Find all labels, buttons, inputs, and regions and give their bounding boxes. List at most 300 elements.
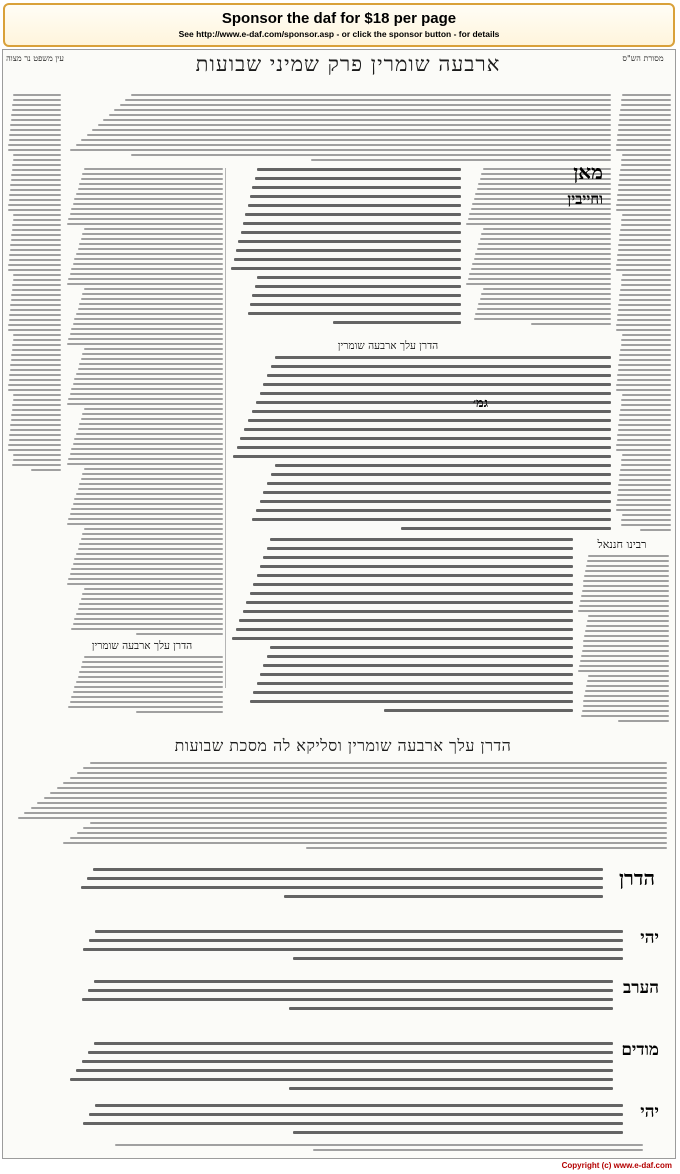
hadran-masechta-title: הדרן עלך ארבעה שומרין וסליקא לה מסכת שבועות [174,736,512,755]
text-line [621,524,671,526]
text-line [8,144,61,146]
text-line [313,1149,643,1151]
text-line [11,354,61,356]
text-line [76,493,223,495]
text-line [94,1042,613,1045]
text-line [12,169,61,171]
text-line [13,154,61,156]
text-line [618,124,671,126]
text-line [82,593,223,595]
text-line [12,349,61,351]
text-line [585,570,669,572]
text-line [131,154,611,156]
text-line [74,686,223,688]
haarev-word: הערב [623,978,659,998]
text-line [580,660,669,662]
text-line [84,588,223,590]
talmud-page [2,49,676,1159]
text-line [243,222,461,225]
text-line [8,444,61,446]
text-line [13,99,61,101]
text-line [12,224,61,226]
text-line [94,980,613,983]
text-line [384,709,573,712]
text-line [10,304,61,306]
text-line [617,494,671,496]
text-line [483,288,611,290]
text-line [620,169,671,171]
text-line [617,434,671,436]
text-line [78,608,223,610]
text-line [73,623,223,625]
text-line [8,264,61,266]
text-line [246,601,573,604]
final-prayer [23,1104,623,1140]
text-line [70,393,223,395]
text-line [81,298,223,300]
text-line [10,429,61,431]
text-line [250,700,573,703]
mishnah-opening-word: מאן [573,160,603,184]
text-line [621,519,671,521]
text-line [71,568,223,570]
text-line [231,267,461,270]
text-line [253,691,573,694]
text-line [79,483,223,485]
text-line [12,289,61,291]
text-line [255,285,461,288]
text-line [11,299,61,301]
text-line [275,356,611,359]
text-line [136,711,223,713]
text-line [239,619,573,622]
text-line [257,168,461,171]
rabbenu-chananel-text [577,555,669,725]
text-line [583,645,669,647]
text-line [584,695,669,697]
text-line [10,184,61,186]
text-line [73,383,223,385]
hadran-word: הדרן [618,866,655,890]
right-margin-notes [615,94,671,534]
text-line [618,429,671,431]
text-line [586,685,669,687]
text-line [67,223,223,225]
text-line [622,274,671,276]
text-line [73,691,223,693]
text-line [76,313,223,315]
text-line [619,239,671,241]
text-line [63,842,667,844]
yehi2-word: יהי [640,1102,659,1122]
text-line [11,119,61,121]
text-line [50,792,667,794]
text-line [468,218,611,220]
text-line [109,114,611,116]
text-line [68,218,223,220]
text-line [9,314,61,316]
text-line [9,139,61,141]
text-line [8,149,61,151]
text-line [293,1131,623,1134]
text-line [618,249,671,251]
text-line [82,173,223,175]
text-line [243,610,573,613]
text-line [616,324,671,326]
text-line [11,294,61,296]
text-line [252,186,461,189]
text-line [68,398,223,400]
text-line [640,529,671,531]
text-line [617,499,671,501]
mesoret-hashas-label: מסורת הש"ס [622,54,664,63]
text-line [9,379,61,381]
text-line [621,219,671,221]
text-line [582,710,669,712]
text-line [469,273,611,275]
text-line [78,188,223,190]
text-line [241,231,461,234]
text-line [621,339,671,341]
text-line [622,454,671,456]
text-line [618,309,671,311]
text-line [618,484,671,486]
text-line [584,635,669,637]
text-line [90,822,667,824]
text-line [622,514,671,516]
text-line [13,454,61,456]
text-line [73,263,223,265]
text-line [83,767,667,769]
yehi-word: יהי [640,928,659,948]
text-line [84,528,223,530]
text-line [74,258,223,260]
text-line [588,615,669,617]
text-line [83,948,623,951]
gemara-center [229,168,461,338]
text-line [618,424,671,426]
text-line [131,94,611,96]
text-line [9,194,61,196]
text-line [13,279,61,281]
page-title: ארבעה שומרין פרק שמיני שבועות [195,52,501,76]
text-line [583,700,669,702]
text-line [83,827,667,829]
text-line [617,139,671,141]
text-line [81,886,603,889]
text-line [12,409,61,411]
text-line [73,203,223,205]
text-line [306,847,667,849]
text-line [263,383,611,386]
text-line [84,656,223,658]
text-line [580,600,669,602]
text-line [82,661,223,663]
text-line [581,715,669,717]
text-line [76,1069,613,1072]
text-line [10,364,61,366]
text-line [71,508,223,510]
text-line [583,705,669,707]
text-line [616,269,671,271]
text-line [13,339,61,341]
sponsor-title: Sponsor the daf for $18 per page [221,10,457,27]
text-line [250,195,461,198]
text-line [622,214,671,216]
text-line [477,248,611,250]
text-line [11,174,61,176]
text-line [68,278,223,280]
text-line [71,388,223,390]
text-line [82,353,223,355]
text-line [70,149,611,151]
tosafot-column [65,168,223,638]
text-line [81,666,223,668]
text-line [13,394,61,396]
text-line [89,939,623,942]
text-line [333,321,461,324]
text-line [616,329,671,331]
text-line [70,777,667,779]
text-line [619,179,671,181]
text-line [270,646,573,649]
text-line [619,474,671,476]
text-line [616,149,671,151]
text-line [617,194,671,196]
text-line [618,304,671,306]
text-line [289,1087,614,1090]
text-line [245,213,461,216]
text-line [84,408,223,410]
text-line [480,298,611,300]
text-line [480,238,611,240]
top-commentary [65,94,611,164]
text-line [12,104,61,106]
text-line [136,633,223,635]
text-line [252,294,461,297]
text-line [267,655,573,658]
gemara-opening-word: גמ׳ [473,396,488,411]
text-line [84,228,223,230]
text-line [311,159,611,161]
text-line [76,253,223,255]
text-line [13,159,61,161]
text-line [83,1122,623,1125]
text-line [620,289,671,291]
text-line [74,438,223,440]
text-line [617,199,671,201]
text-line [578,610,669,612]
text-line [260,392,611,395]
text-line [587,680,669,682]
text-line [37,802,667,804]
text-line [13,219,61,221]
bottom-footnote [43,1144,643,1154]
text-line [531,323,611,325]
text-line [76,613,223,615]
text-line [76,144,611,146]
text-line [618,720,669,722]
sponsor-subtitle: See http://www.e-daf.com/sponsor.asp - or click the sponsor button - for details [178,29,500,39]
text-line [255,177,461,180]
text-line [74,318,223,320]
text-line [12,109,61,111]
text-line [73,563,223,565]
modim-prayer [23,1042,613,1098]
page-header [3,52,675,94]
text-line [256,509,611,512]
text-line [9,134,61,136]
text-line [10,369,61,371]
text-line [616,509,671,511]
text-line [9,319,61,321]
text-line [68,518,223,520]
text-line [9,434,61,436]
text-line [622,154,671,156]
text-line [115,1144,643,1146]
text-line [618,244,671,246]
text-line [617,259,671,261]
text-line [68,706,223,708]
text-line [586,625,669,627]
text-line [588,675,669,677]
text-line [78,428,223,430]
text-line [263,664,573,667]
text-line [617,374,671,376]
hadran-inner-1: הדרן עלך ארבעה שומרין [337,340,439,352]
text-line [11,414,61,416]
text-line [248,312,461,315]
text-line [67,403,223,405]
text-line [579,665,669,667]
text-line [253,583,573,586]
text-line [9,439,61,441]
text-line [621,459,671,461]
haarev-prayer [23,980,613,1024]
text-line [583,580,669,582]
text-line [79,303,223,305]
text-line [8,449,61,451]
text-line [78,548,223,550]
text-line [401,527,611,530]
text-line [617,439,671,441]
text-line [88,989,613,992]
text-line [11,234,61,236]
text-line [18,817,667,819]
text-line [71,268,223,270]
text-line [12,464,61,466]
text-line [252,518,611,521]
text-line [70,1078,613,1081]
text-line [271,365,611,368]
text-line [622,334,671,336]
text-line [67,283,223,285]
text-line [9,199,61,201]
text-line [581,595,669,597]
text-line [579,605,669,607]
text-line [77,832,667,834]
text-line [8,209,61,211]
text-line [267,374,611,377]
text-line [82,473,223,475]
text-line [267,547,573,550]
text-line [78,248,223,250]
text-line [621,284,671,286]
text-line [618,189,671,191]
text-line [588,555,669,557]
text-line [78,308,223,310]
text-line [8,269,61,271]
text-line [481,233,611,235]
text-line [89,1113,623,1116]
text-line [474,318,611,320]
text-line [477,308,611,310]
text-line [585,690,669,692]
text-line [617,319,671,321]
text-line [74,378,223,380]
text-line [293,957,623,960]
text-line [76,681,223,683]
text-line [263,556,573,559]
text-line [468,278,611,280]
ein-mishpat-label: עין משפט נר מצוה [6,54,64,63]
text-line [114,109,611,111]
text-line [616,264,671,266]
text-line [79,423,223,425]
modim-word: מודים [621,1040,659,1060]
text-line [95,1104,623,1107]
text-line [78,488,223,490]
text-line [621,464,671,466]
text-line [81,418,223,420]
text-line [260,500,611,503]
text-line [10,309,61,311]
text-line [616,144,671,146]
text-line [252,410,611,413]
text-line [621,99,671,101]
gemara-middle [229,356,611,536]
mishnah-second-word: וחייבין [567,190,603,208]
text-line [621,399,671,401]
text-line [63,782,667,784]
text-line [469,213,611,215]
text-line [248,419,611,422]
text-line [12,229,61,231]
text-line [621,404,671,406]
text-line [8,324,61,326]
text-line [237,446,611,449]
text-line [582,590,669,592]
text-line [236,249,461,252]
text-line [82,1060,613,1063]
text-line [263,491,611,494]
text-line [11,114,61,116]
text-line [77,772,667,774]
text-line [620,229,671,231]
text-line [12,344,61,346]
sponsor-banner[interactable] [3,3,675,47]
text-line [9,254,61,256]
text-line [93,868,603,871]
text-line [13,459,61,461]
copyright-notice[interactable]: Copyright (c) www.e-daf.com [561,1161,672,1170]
text-line [483,228,611,230]
text-line [74,558,223,560]
text-line [478,243,611,245]
text-line [619,359,671,361]
text-line [586,565,669,567]
text-line [13,214,61,216]
